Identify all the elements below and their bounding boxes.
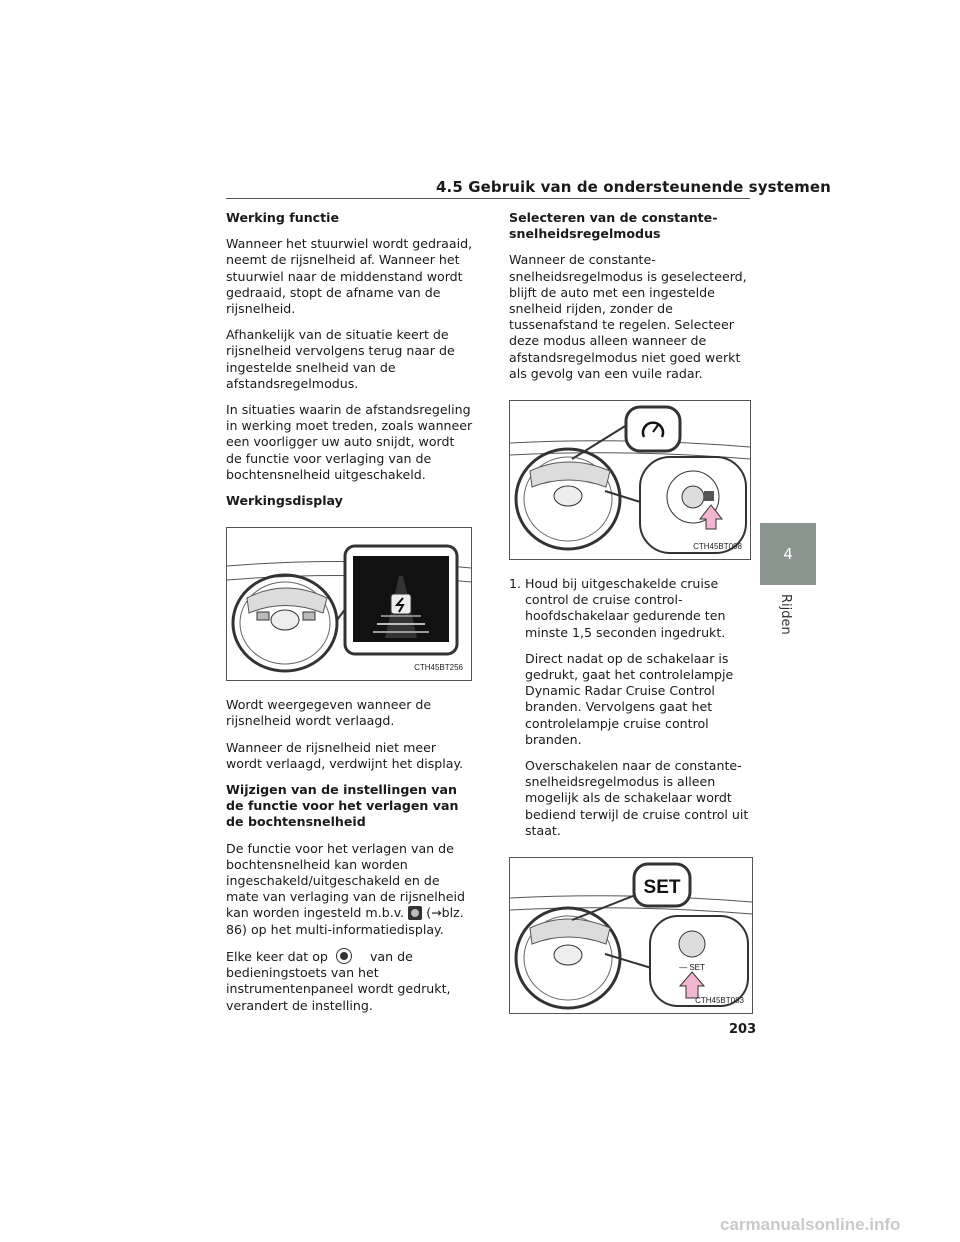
step-number: 1. — [509, 576, 522, 592]
watermark: carmanualsonline.info — [720, 1215, 901, 1234]
figure-code: CTH45BT098 — [693, 541, 742, 551]
cruise-switch-illustration — [510, 401, 750, 559]
werking-paragraph-3: In situaties waarin de afstandsregeling in werking moet treden, zoals wanneer een voorligger uw auto snijdt, wordt de functie voor verlaging van de bochtensnelheid uitgeschakeld. — [226, 402, 473, 482]
section-header-title: 4.5 Gebruik van de ondersteunende systemen — [436, 178, 831, 196]
step-1-text: Houd bij uitgeschakelde cruise control de cruise control-hoofdschakelaar gedurende ten minste 1,5 seconden ingedrukt. — [525, 576, 726, 640]
display-heading: Werkingsdisplay — [226, 493, 343, 509]
werking-paragraph-1: Wanneer het stuurwiel wordt gedraaid, neemt de rijsnelheid af. Wanneer het stuurwiel naar de middenstand wordt gedraaid, stopt de afname van de rijsnelheid. — [226, 236, 473, 317]
switch-set-label: — SET — [679, 963, 705, 973]
set-switch-illustration — [510, 858, 752, 1013]
header-rule — [226, 198, 750, 199]
select-heading: Selecteren van de constante-snelheidsregelmodus — [509, 210, 718, 242]
chapter-number: 4 — [783, 545, 793, 563]
chapter-label: Rijden — [778, 594, 793, 635]
settings-text-c: Elke keer dat op — [226, 948, 328, 964]
figure-cruise-switch — [509, 400, 751, 560]
left-column — [226, 210, 474, 1024]
steps-list — [509, 576, 754, 839]
settings-heading: Wijzigen van de instellingen van de functie voor het verlagen van de bochtensnelheid — [226, 782, 459, 830]
settings-paragraph-2 — [226, 948, 474, 1014]
dashboard-illustration — [227, 528, 471, 680]
settings-text-d: van de bedieningstoets van het instrumentenpaneel wordt gedrukt, verandert de instelling. — [226, 948, 451, 1013]
settings-icon — [408, 906, 422, 920]
page-number: 203 — [729, 1022, 757, 1037]
display-paragraph-2: Wanneer de rijsnelheid niet meer wordt verlaagd, verdwijnt het display. — [226, 739, 464, 771]
set-label: SET — [643, 877, 681, 899]
settings-text-b: (→blz. 86) op het multi-informatiedisplay. — [226, 905, 464, 937]
chapter-tab — [760, 523, 816, 585]
figure-operation-display — [226, 527, 472, 681]
figure-code: CTH45BT256 — [414, 663, 463, 673]
werking-paragraph-2: Afhankelijk van de situatie keert de rijsnelheid vervolgens terug naar de ingestelde snelheid van de afstandsregelmodus. — [226, 327, 455, 391]
figure-code: CTH45BT083 — [695, 995, 744, 1005]
step-1-note-2: Overschakelen naar de constante-snelheidsregelmodus is alleen mogelijk als de schakelaar wordt bediend terwijl de cruise control uit staat. — [525, 758, 749, 838]
settings-paragraph-1 — [226, 841, 474, 938]
figure-set-switch — [509, 857, 753, 1014]
right-column — [509, 210, 754, 1030]
select-paragraph: Wanneer de constante-snelheidsregelmodus is geselecteerd, blijft de auto met een ingestelde snelheid rijden, zonder de tussenafstand te regelen. Selecteer deze modus alleen wanneer de afstandsregelmodus niet goed werkt als gevolg van een vuile radar. — [509, 252, 747, 381]
werking-heading: Werking functie — [226, 210, 340, 225]
display-paragraph-1: Wordt weergegeven wanneer de rijsnelheid wordt verlaagd. — [226, 697, 432, 729]
ok-button-icon — [336, 948, 352, 964]
step-1 — [509, 576, 754, 839]
step-1-note-1: Direct nadat op de schakelaar is gedrukt, gaat het controlelampje Dynamic Radar Cruise Control branden. Vervolgens gaat het controlelampje cruise control branden. — [525, 650, 734, 747]
settings-text-a: De functie voor het verlagen van de bochtensnelheid kan worden ingeschakeld/uitgeschakeld en de mate van verlaging van de rijsnelheid kan worden ingesteld m.b.v. — [226, 840, 465, 921]
